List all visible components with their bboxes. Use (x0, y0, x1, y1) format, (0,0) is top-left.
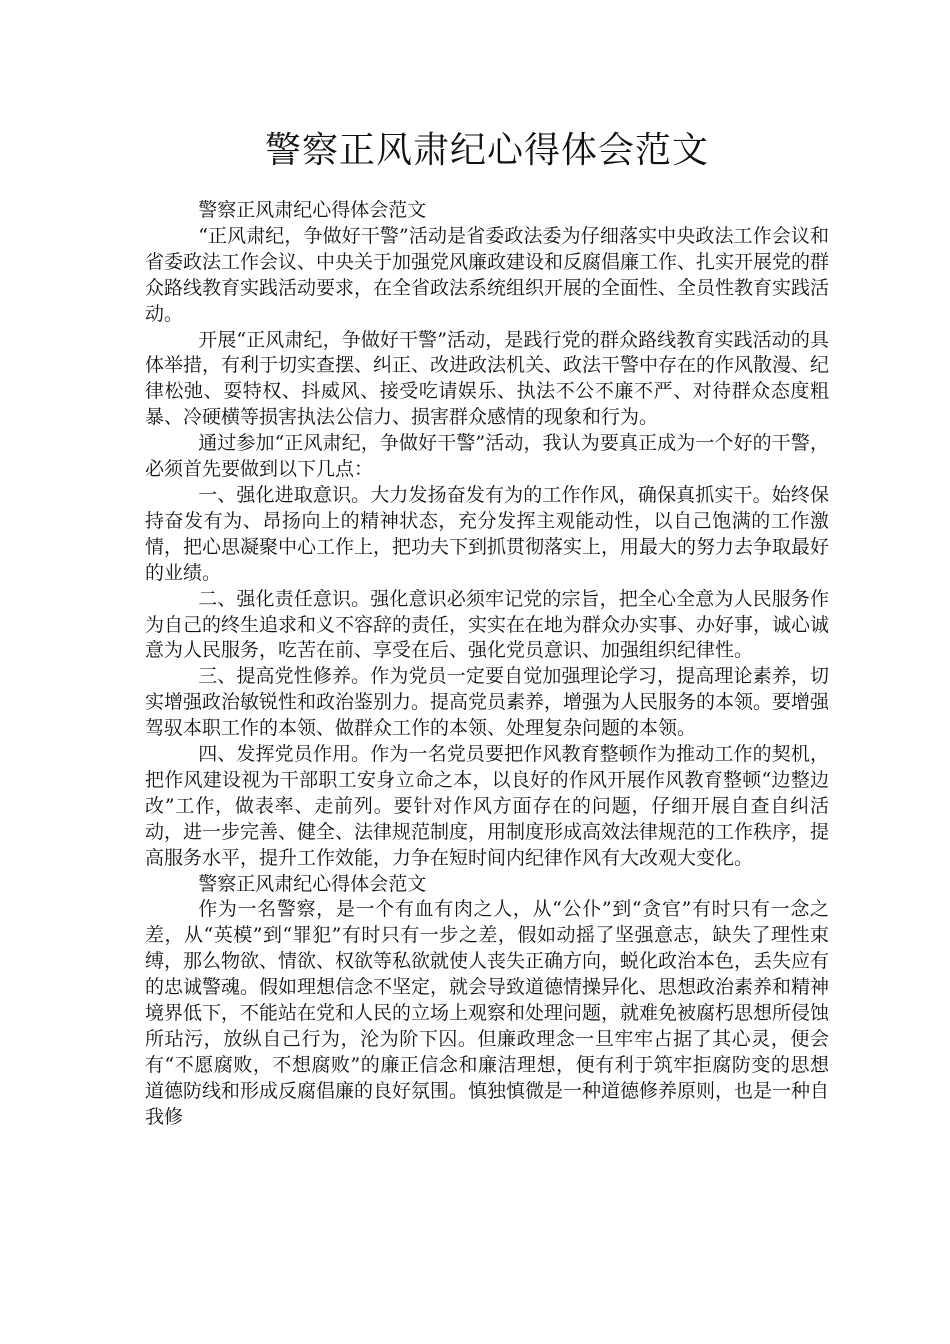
paragraph-subtitle: 警察正风肃纪心得体会范文 (198, 199, 427, 221)
paragraph-significance: 开展“正风肃纪，争做好干警”活动，是践行党的群众路线教育实践活动的具体举措，有利于切实查摆、纠正、改进政法机关、政法干警中存在的作风散漫、纪律松弛、耍特权、抖威风、接受吃请娱乐、执法不公不廉不严、对待群众态度粗暴、冷硬横等损害执法公信力、损害群众感情的现象和行为。 (145, 328, 830, 429)
document-body (145, 198, 829, 1131)
paragraph-intro: “正风肃纪，争做好干警”活动是省委政法委为仔细落实中央政法工作会议和省委政法工作会议、中央关于加强党风廉政建设和反腐倡廉工作、扎实开展党的群众路线教育实践活动要求，在全省政法系统组织开展的全面性、全员性教育实践活动。 (145, 224, 830, 325)
paragraph-point-four: 四、发挥党员作用。作为一名党员要把作风教育整顿作为推动工作的契机，把作风建设视为干部职工安身立命之本，以良好的作风开展作风教育整顿“边整边改”工作，做表率、走前列。要针对作风方面存在的问题，仔细开展自查自纠活动，进一步完善、健全、法律规范制度，用制度形成高效法律规范的工作秩序，提高服务水平，提升工作效能，力争在短时间内纪律作风有大改观大变化。 (145, 743, 830, 869)
paragraph-reflection: 作为一名警察，是一个有血有肉之人，从“公仆”到“贪官”有时只有一念之差，从“英模”到“罪犯”有时只有一步之差，假如动摇了坚强意志，缺失了理性束缚，那么物欲、情欲、权欲等私欲就使人丧失正确方向，蜕化政治本色，丢失应有的忠诚警魂。假如理想信念不坚定，就会导致道德情操异化、思想政治素养和精神境界低下，不能站在党和人民的立场上观察和处理问题，就难免被腐朽思想所侵蚀所玷污，放纵自己行为，沦为阶下囚。但廉政理念一旦牢牢占据了其心灵，便会有“不愿腐败，不想腐败”的廉正信念和廉洁理想，便有利于筑牢拒腐防变的思想道德防线和形成反腐倡廉的良好氛围。慎独慎微是一种道德修养原则，也是一种自我修 (145, 898, 830, 1128)
paragraph-section-heading: 警察正风肃纪心得体会范文 (198, 872, 427, 895)
paragraph-point-one: 一、强化进取意识。大力发扬奋发有为的工作作风，确保真抓实干。始终保持奋发有为、昂扬向上的精神状态，充分发挥主观能动性，以自己饱满的工作激情，把心思凝聚中心工作上，把功夫下到抓贯彻落实上，用最大的努力去争取最好的业绩。 (145, 483, 830, 584)
document-title: 警察正风肃纪心得体会范文 (264, 130, 709, 171)
paragraph-point-three: 三、提高党性修养。作为党员一定要自觉加强理论学习，提高理论素养，切实增强政治敏锐性和政治鉴别力。提高党员素养，增强为人民服务的本领。要增强驾驭本职工作的本领、做群众工作的本领、处理复杂问题的本领。 (145, 665, 830, 740)
paragraph-lead-in: 通过参加“正风肃纪，争做好干警”活动，我认为要真正成为一个好的干警，必须首先要做到以下几点： (145, 432, 829, 481)
document-page (145, 0, 829, 1131)
paragraph-point-two: 二、强化责任意识。强化意识必须牢记党的宗旨，把全心全意为人民服务作为自己的终生追求和义不容辞的责任，实实在在地为群众办实事、办好事，诚心诚意为人民服务，吃苦在前、享受在后、强化党员意识、加强组织纪律性。 (145, 587, 830, 662)
